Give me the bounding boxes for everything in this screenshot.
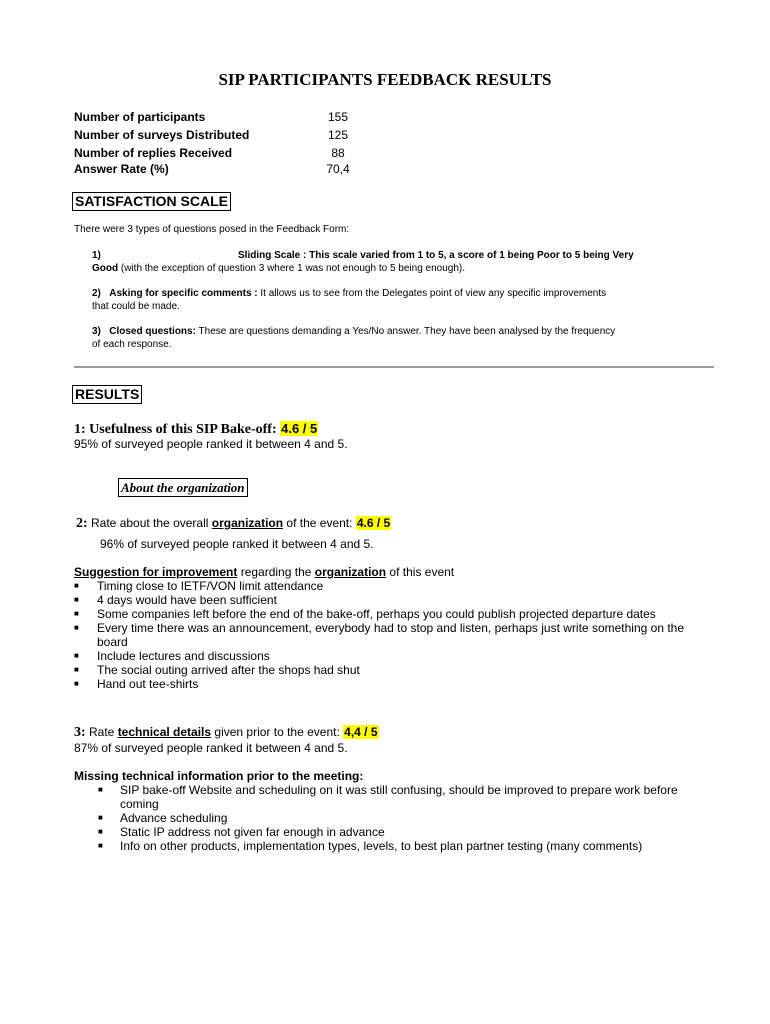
bullet-icon: ■ — [74, 595, 79, 604]
bullet-icon: ■ — [98, 785, 103, 794]
section-divider — [74, 366, 714, 368]
result-2-line — [76, 516, 391, 532]
suggestion-post: of this event — [386, 565, 455, 579]
question-type-3-text: These are questions demanding a Yes/No answer. They have been analysed by the frequency — [195, 326, 616, 337]
result-1-score: 4.6 / 5 — [281, 421, 318, 436]
bullet-icon: ■ — [74, 651, 79, 660]
result-3-score: 4,4 / 5 — [344, 725, 378, 739]
list-item-text: The social outing arrived after the shops had shut — [97, 663, 360, 677]
stat-value-participants: 155 — [327, 110, 349, 124]
result-3-number: 3: — [74, 725, 86, 740]
list-item-text: Include lectures and discussions — [97, 649, 270, 663]
result-1-label: 1: Usefulness of this SIP Bake-off: — [74, 422, 281, 437]
suggestion-heading — [74, 565, 454, 579]
list-item — [74, 677, 714, 691]
result-2-note: 96% of surveyed people ranked it between 4 and 5. — [100, 537, 374, 551]
question-type-1-title-end: Good — [92, 263, 119, 274]
list-item — [74, 579, 714, 593]
bullet-icon: ■ — [74, 609, 79, 618]
list-item-text: Static IP address not given far enough in advance — [120, 825, 385, 839]
question-type-1-number: 1) — [92, 250, 101, 261]
result-2-key: organization — [211, 516, 284, 530]
stat-label-surveys: Number of surveys Distributed — [74, 128, 250, 142]
bullet-icon: ■ — [74, 679, 79, 688]
list-item — [74, 663, 714, 677]
results-heading-box — [72, 385, 142, 404]
about-heading: About the organization — [118, 478, 248, 497]
list-item — [74, 825, 694, 839]
question-type-1-text: (with the exception of question 3 where 1 was not enough to 5 being enough). — [118, 263, 466, 274]
list-item — [74, 811, 694, 825]
list-item-text: SIP bake-off Website and scheduling on it was still confusing, should be improved to prepare work before coming — [120, 783, 678, 811]
satisfaction-intro: There were 3 types of questions posed in the Feedback Form: — [74, 224, 350, 235]
list-item — [74, 593, 714, 607]
question-type-3-title: Closed questions: — [109, 326, 196, 337]
stat-label-answer-rate: Answer Rate (%) — [74, 162, 169, 176]
result-2-score: 4.6 / 5 — [356, 516, 391, 530]
missing-info-heading: Missing technical information prior to the meeting: — [74, 769, 364, 783]
result-2-pre: Rate about the overall — [87, 516, 212, 530]
suggestion-key: Suggestion for improvement — [74, 565, 238, 579]
stat-value-surveys: 125 — [327, 128, 349, 142]
result-3-post: given prior to the event: — [211, 725, 344, 739]
result-2-number: 2: — [76, 516, 88, 531]
question-type-2-title: Asking for specific comments : — [109, 288, 258, 299]
stat-value-replies: 88 — [331, 146, 345, 160]
result-3-key: technical details — [117, 725, 212, 739]
question-type-3-text-cont: of each response. — [92, 339, 172, 350]
list-item-text: Timing close to IETF/VON limit attendance — [97, 579, 324, 593]
list-item — [74, 783, 694, 811]
list-item-text: 4 days would have been sufficient — [97, 593, 277, 607]
bullet-icon: ■ — [74, 581, 79, 590]
suggestion-mid: regarding the — [237, 565, 315, 579]
satisfaction-heading-box — [72, 192, 231, 211]
question-type-2-text: It allows us to see from the Delegates point of view any specific improvements — [257, 288, 607, 299]
result-2-post: of the event: — [283, 516, 356, 530]
suggestion-list — [74, 579, 714, 691]
question-type-2-number: 2) — [92, 288, 101, 299]
list-item-text: Hand out tee-shirts — [97, 677, 199, 691]
bullet-icon: ■ — [98, 813, 103, 822]
list-item — [74, 649, 714, 663]
list-item-text: Some companies left before the end of the bake-off, perhaps you could publish projected departure dates — [97, 607, 656, 621]
stat-label-participants: Number of participants — [74, 110, 206, 124]
result-3-note: 87% of surveyed people ranked it between 4 and 5. — [74, 741, 348, 755]
question-type-1 — [92, 249, 712, 275]
bullet-icon: ■ — [98, 827, 103, 836]
missing-info-list — [74, 783, 694, 853]
stat-value-answer-rate: 70,4 — [326, 162, 350, 176]
result-1-line — [74, 420, 318, 438]
list-item — [74, 621, 714, 649]
result-3-pre: Rate — [85, 725, 118, 739]
about-heading-box — [118, 478, 248, 497]
list-item-text: Every time there was an announcement, everybody had to stop and listen, perhaps just write something on the board — [97, 621, 685, 649]
question-type-3 — [92, 325, 712, 351]
results-heading: RESULTS — [72, 385, 142, 404]
bullet-icon: ■ — [74, 623, 79, 632]
stat-label-replies: Number of replies Received — [74, 146, 233, 160]
result-1-note: 95% of surveyed people ranked it between 4 and 5. — [74, 437, 348, 451]
question-type-2 — [92, 287, 712, 313]
list-item-text: Advance scheduling — [120, 811, 228, 825]
suggestion-key-2: organization — [314, 565, 387, 579]
bullet-icon: ■ — [98, 841, 103, 850]
result-3-line — [74, 725, 379, 741]
list-item-text: Info on other products, implementation types, levels, to best plan partner testing (many comments) — [120, 839, 643, 853]
bullet-icon: ■ — [74, 665, 79, 674]
question-type-1-title: Sliding Scale : This scale varied from 1 to 5, a score of 1 being Poor to 5 being Very — [238, 250, 634, 261]
question-type-2-text-cont: that could be made. — [92, 301, 180, 312]
question-type-3-number: 3) — [92, 326, 101, 337]
satisfaction-heading: SATISFACTION SCALE — [72, 192, 231, 211]
list-item — [74, 839, 694, 853]
document-title: SIP PARTICIPANTS FEEDBACK RESULTS — [218, 70, 552, 89]
list-item — [74, 607, 714, 621]
